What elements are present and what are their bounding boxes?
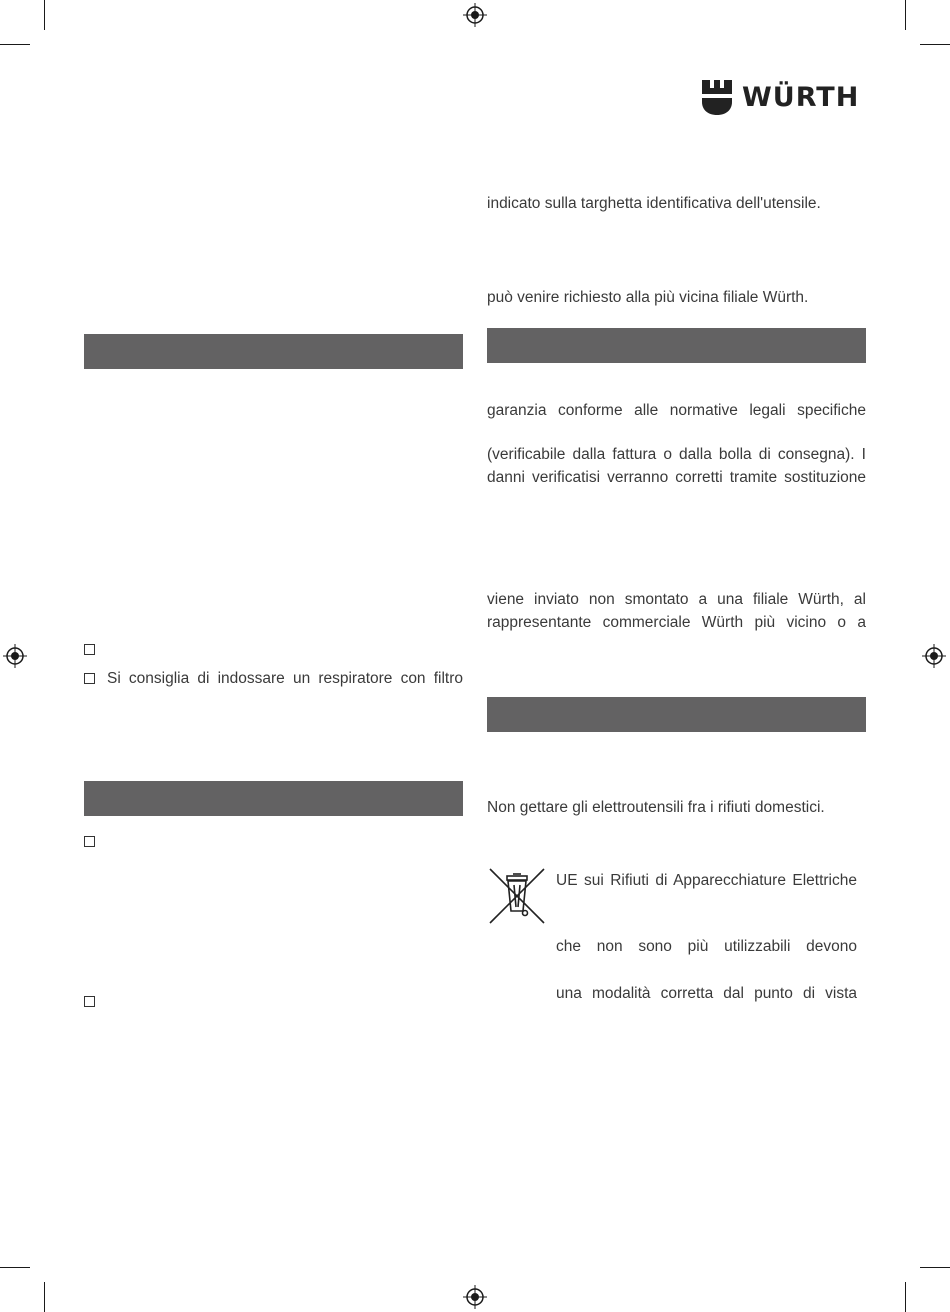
nameplate-text: indicato sulla targhetta identificativa dell'utensile.: [487, 195, 821, 212]
crop-mark: [905, 1282, 906, 1312]
crossed-out-wheelie-bin-icon: [488, 865, 546, 927]
crop-mark: [0, 44, 30, 45]
crop-mark: [920, 1267, 950, 1268]
bullet-checkbox-icon: [84, 673, 95, 684]
registration-mark-icon: [463, 1285, 487, 1309]
weee-line: una modalità corretta dal punto di vista: [556, 985, 857, 1002]
branch-text: può venire richiesto alla più vicina filiale Würth.: [487, 289, 809, 306]
crop-mark: [44, 0, 45, 30]
warranty-line: garanzia conforme alle normative legali specifiche: [487, 402, 866, 419]
section-header-bar: [84, 781, 463, 816]
registration-mark-icon: [922, 644, 946, 668]
registration-mark-icon: [463, 3, 487, 27]
section-header-bar: [487, 328, 866, 363]
section-header-bar: [487, 697, 866, 732]
respirator-text: Si consiglia di indossare un respiratore con filtro: [107, 670, 463, 687]
warranty-line: (verificabile dalla fattura o dalla bolla di consegna). I: [487, 446, 866, 463]
disposal-text: Non gettare gli elettroutensili fra i rifiuti domestici.: [487, 799, 825, 816]
bullet-checkbox-icon: [84, 836, 95, 847]
brand-logo: [700, 80, 859, 116]
bullet-checkbox-icon: [84, 996, 95, 1007]
crop-mark: [44, 1282, 45, 1312]
return-line: rappresentante commerciale Würth più vicino o a: [487, 614, 866, 631]
registration-mark-icon: [3, 644, 27, 668]
brand-wordmark: WÜRTH: [742, 82, 860, 113]
return-line: viene inviato non smontato a una filiale Würth, al: [487, 591, 866, 608]
section-header-bar: [84, 334, 463, 369]
crop-mark: [0, 1267, 30, 1268]
crop-mark: [920, 44, 950, 45]
weee-line: che non sono più utilizzabili devono: [556, 938, 857, 955]
wurth-logo-icon: [700, 80, 734, 116]
bullet-checkbox-icon: [84, 644, 95, 655]
warranty-line: danni verificatisi verranno corretti tramite sostituzione: [487, 469, 866, 486]
weee-line: UE sui Rifiuti di Apparecchiature Elettriche: [556, 872, 857, 889]
crop-mark: [905, 0, 906, 30]
